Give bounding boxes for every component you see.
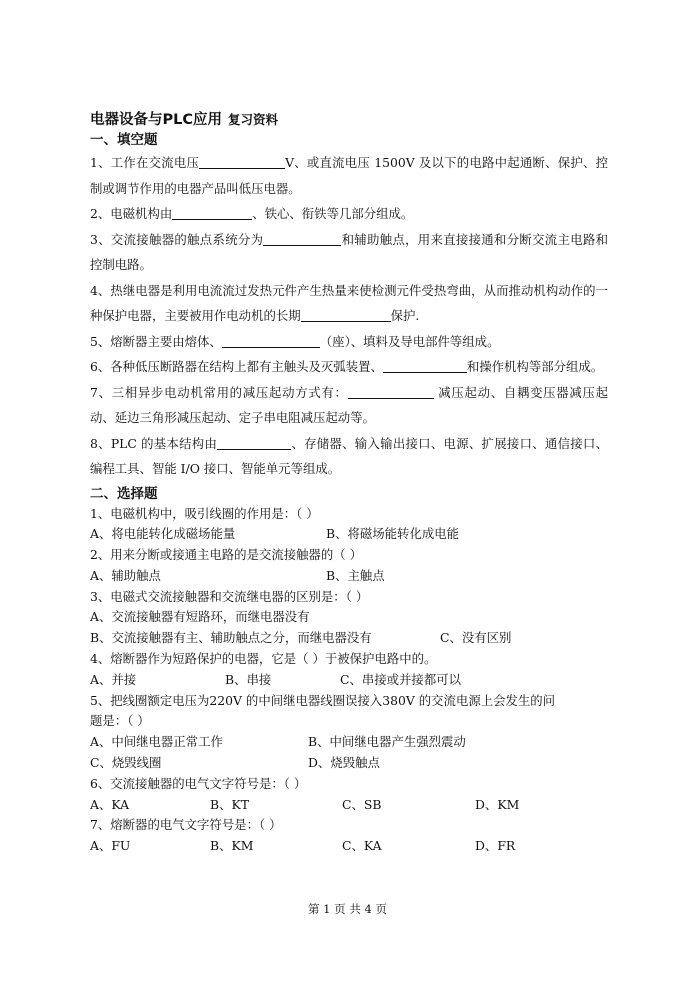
- answer-blank: [199, 154, 285, 169]
- title-sub: 复习资料: [228, 112, 279, 127]
- option-b: B、KT: [210, 796, 250, 812]
- section-heading-fill-in: 一、填空题: [90, 132, 158, 148]
- fill-question-5: [90, 329, 608, 355]
- option-b: B、交流接触器有主、辅助触点之分，而继电器没有: [90, 630, 372, 646]
- answer-blank: [222, 333, 320, 348]
- choice-question-7-options: [90, 836, 608, 857]
- choice-question-3-options-bc: [90, 628, 608, 649]
- choice-section: [90, 504, 608, 858]
- choice-question-1-options: [90, 524, 608, 545]
- option-d: D、KM: [475, 796, 520, 812]
- choice-question-7-stem: 7、熔断器的电气文字符号是：（ ）: [90, 817, 282, 833]
- fill-question-8: [90, 431, 608, 482]
- answer-blank: [301, 307, 391, 322]
- choice-question-5-options-ab: [90, 732, 608, 753]
- option-b: B、串接: [225, 671, 272, 687]
- question-text: 、铁心、衔铁等几部分组成。: [252, 206, 414, 221]
- question-text: 减压起动、自耦变压器减压起动、延边三角形减压起动、定子串电阻减压起动等。: [90, 384, 608, 425]
- option-a: A、KA: [90, 796, 130, 812]
- option-a: A、辅助触点: [90, 567, 161, 583]
- option-b: B、KM: [210, 838, 254, 854]
- choice-question-5-options-cd: [90, 753, 608, 774]
- option-a: A、FU: [90, 838, 131, 854]
- document-title: [90, 110, 608, 130]
- fill-in-section: [90, 150, 608, 482]
- fill-question-2: [90, 201, 608, 227]
- option-d: D、烧毁触点: [308, 755, 380, 771]
- choice-question-1-stem: 1、电磁机构中，吸引线圈的作用是：（ ）: [90, 505, 319, 521]
- option-c: C、烧毁线圈: [90, 755, 162, 771]
- page-footer: 第 1 页 共 4 页: [308, 902, 387, 916]
- fill-question-6: [90, 354, 608, 380]
- answer-blank: [172, 205, 252, 220]
- choice-question-6-options: [90, 795, 608, 816]
- option-a: A、中间继电器正常工作: [90, 734, 223, 750]
- choice-question-3-option-a: [90, 607, 608, 628]
- choice-question-2-options: [90, 566, 608, 587]
- fill-question-4: [90, 278, 608, 329]
- question-text: 6、各种低压断路器在结构上都有主触头及灭弧装置、: [90, 359, 383, 374]
- question-text: 和辅助触点，用来直接接通和分断交流主电路和控制电路。: [90, 231, 608, 272]
- question-text: 7、三相异步电动机常用的减压起动方式有：: [90, 384, 348, 400]
- section-heading-choice: 二、选择题: [90, 485, 158, 502]
- question-text: 4、热继电器是利用电流流过发热元件产生热量来使检测元件受热弯曲，从而推动机构动作的一种保护电器，主要被用作电动机的长期: [90, 282, 608, 323]
- question-text: V、或直流电压 1500V 及以下的电路中起通断、保护、控制或调节作用的电器产品叫低压电器。: [90, 155, 608, 196]
- question-text: （座）、填料及导电部件等组成。: [319, 333, 500, 349]
- option-c: C、SB: [342, 796, 382, 812]
- fill-question-3: [90, 227, 608, 278]
- choice-question-3-stem: 3、电磁式交流接触器和交流继电器的区别是：（ ）: [90, 588, 369, 604]
- choice-question-4-stem: 4、熔断器作为短路保护的电器，它是（ ）于被保护电路中的。: [90, 651, 437, 667]
- option-a: A、并接: [90, 671, 137, 687]
- option-d: D、FR: [475, 838, 516, 854]
- option-c: C、没有区别: [440, 630, 512, 646]
- option-b: B、主触点: [326, 567, 385, 583]
- option-b: B、中间继电器产生强烈震动: [308, 734, 466, 750]
- option-a: A、交流接触器有短路环，而继电器没有: [90, 609, 310, 625]
- choice-question-5-stem-line-1: 5、把线圈额定电压为220V 的中间继电器线圈误接入380V 的交流电源上会发生的问: [90, 692, 556, 708]
- question-text: 8、PLC 的基本结构由: [90, 435, 218, 451]
- choice-question-2-stem: 2、用来分断或接通主电路的是交流接触器的（ ）: [90, 547, 363, 563]
- question-text: 、存储器、输入输出接口、电源、扩展接口、通信接口、编程工具、智能 I/O 接口、智能单元等组成。: [90, 435, 608, 476]
- answer-blank: [383, 358, 467, 373]
- question-text: 和操作机构等部分组成。: [466, 359, 604, 374]
- question-text: 保护.: [390, 308, 420, 323]
- document-content: [90, 110, 608, 857]
- question-text: 5、熔断器主要由熔体、: [90, 333, 222, 349]
- question-text: 2、电磁机构由: [90, 206, 173, 221]
- choice-question-5-stem-line-2: 题是：（ ）: [90, 713, 150, 729]
- option-c: C、串接或并接都可以: [340, 671, 461, 687]
- answer-blank: [348, 384, 434, 399]
- answer-blank: [263, 231, 341, 246]
- answer-blank: [217, 435, 291, 450]
- choice-question-6-stem: 6、交流接触器的电气文字符号是：（ ）: [90, 775, 307, 791]
- option-c: C、KA: [342, 838, 382, 854]
- choice-question-4-options: [90, 670, 608, 691]
- fill-question-7: [90, 380, 608, 431]
- fill-question-1: [90, 150, 608, 201]
- question-text: 1、工作在交流电压: [90, 155, 200, 170]
- option-b: B、将磁场能转化成电能: [326, 526, 460, 542]
- question-text: 3、交流接触器的触点系统分为: [90, 231, 264, 247]
- title-main: 电器设备与PLC应用: [90, 112, 223, 128]
- option-a: A、将电能转化成磁场能量: [90, 526, 236, 542]
